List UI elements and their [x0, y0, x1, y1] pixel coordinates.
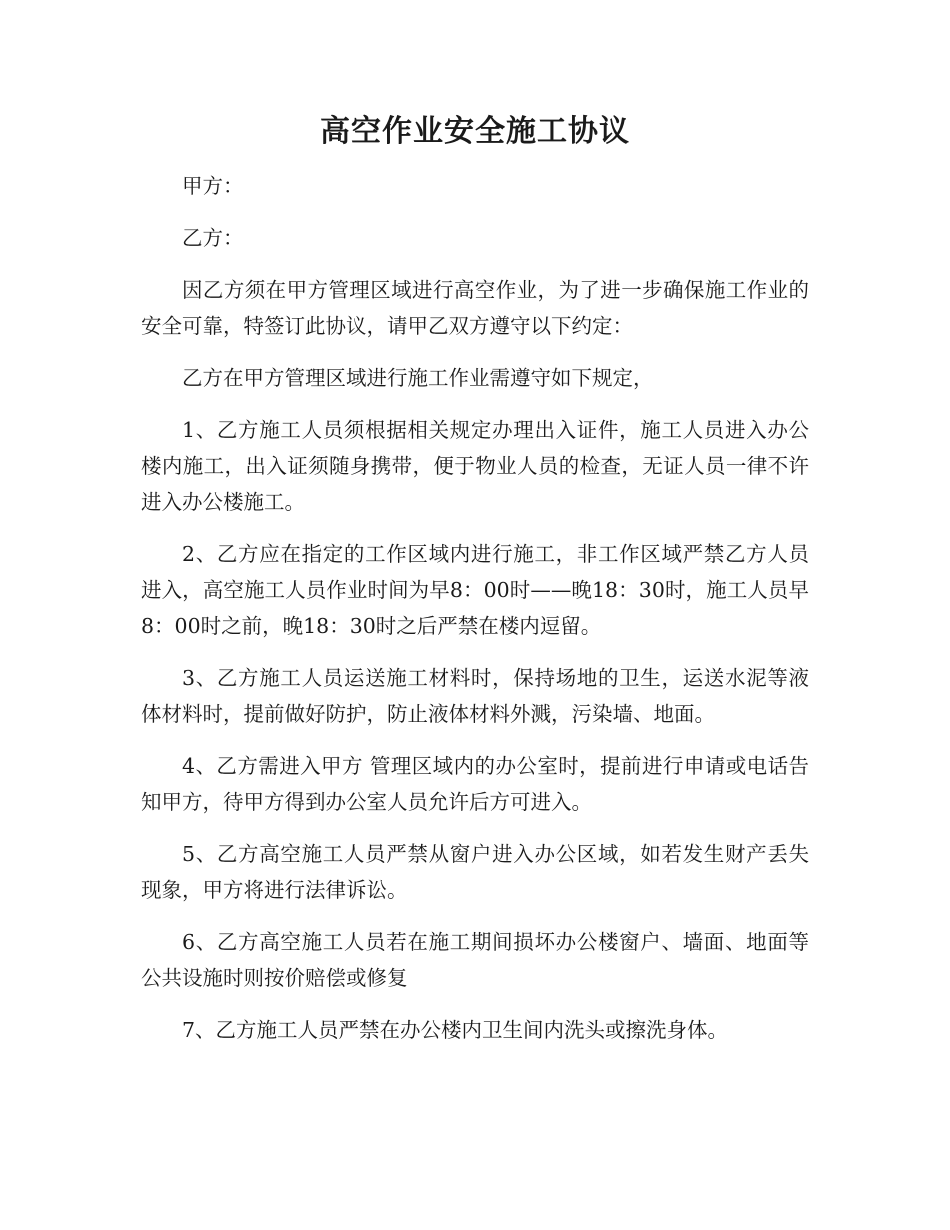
- rules-intro-paragraph: 乙方在甲方管理区域进行施工作业需遵守如下规定，: [182, 366, 654, 390]
- rule-item-5: 5、乙方高空施工人员严禁从窗户进入办公区域，如若发生财产丢失现象，甲方将进行法律诉讼。: [141, 842, 809, 902]
- rule-item-6: 6、乙方高空施工人员若在施工期间损坏办公楼窗户、墙面、地面等公共设施时则按价赔偿或修复: [141, 930, 809, 990]
- rule-item-2: 2、乙方应在指定的工作区域内进行施工，非工作区域严禁乙方人员进入，高空施工人员作业时间为早8：00时——晚18：30时，施工人员早8：00时之前，晚18：30时之后严禁在楼内逗留。: [141, 542, 809, 638]
- document-body: [141, 168, 809, 1064]
- rule-item-4: 4、乙方需进入甲方 管理区域内的办公室时，提前进行申请或电话告知甲方，待甲方得到办公室人员允许后方可进入。: [141, 754, 809, 814]
- party-a-line: 甲方：: [182, 174, 244, 198]
- intro-paragraph: 因乙方须在甲方管理区域进行高空作业，为了进一步确保施工作业的安全可靠，特签订此协议，请甲乙双方遵守以下约定：: [141, 278, 809, 338]
- party-b-line: 乙方：: [182, 226, 244, 250]
- document-title: 高空作业安全施工协议: [320, 114, 630, 149]
- rule-item-3: 3、乙方施工人员运送施工材料时，保持场地的卫生，运送水泥等液体材料时，提前做好防护，防止液体材料外溅，污染墙、地面。: [141, 666, 809, 726]
- rule-item-7: 7、乙方施工人员严禁在办公楼内卫生间内洗头或擦洗身体。: [182, 1018, 729, 1042]
- rule-item-1: 1、乙方施工人员须根据相关规定办理出入证件，施工人员进入办公楼内施工，出入证须随身携带，便于物业人员的检查，无证人员一律不许进入办公楼施工。: [141, 418, 809, 514]
